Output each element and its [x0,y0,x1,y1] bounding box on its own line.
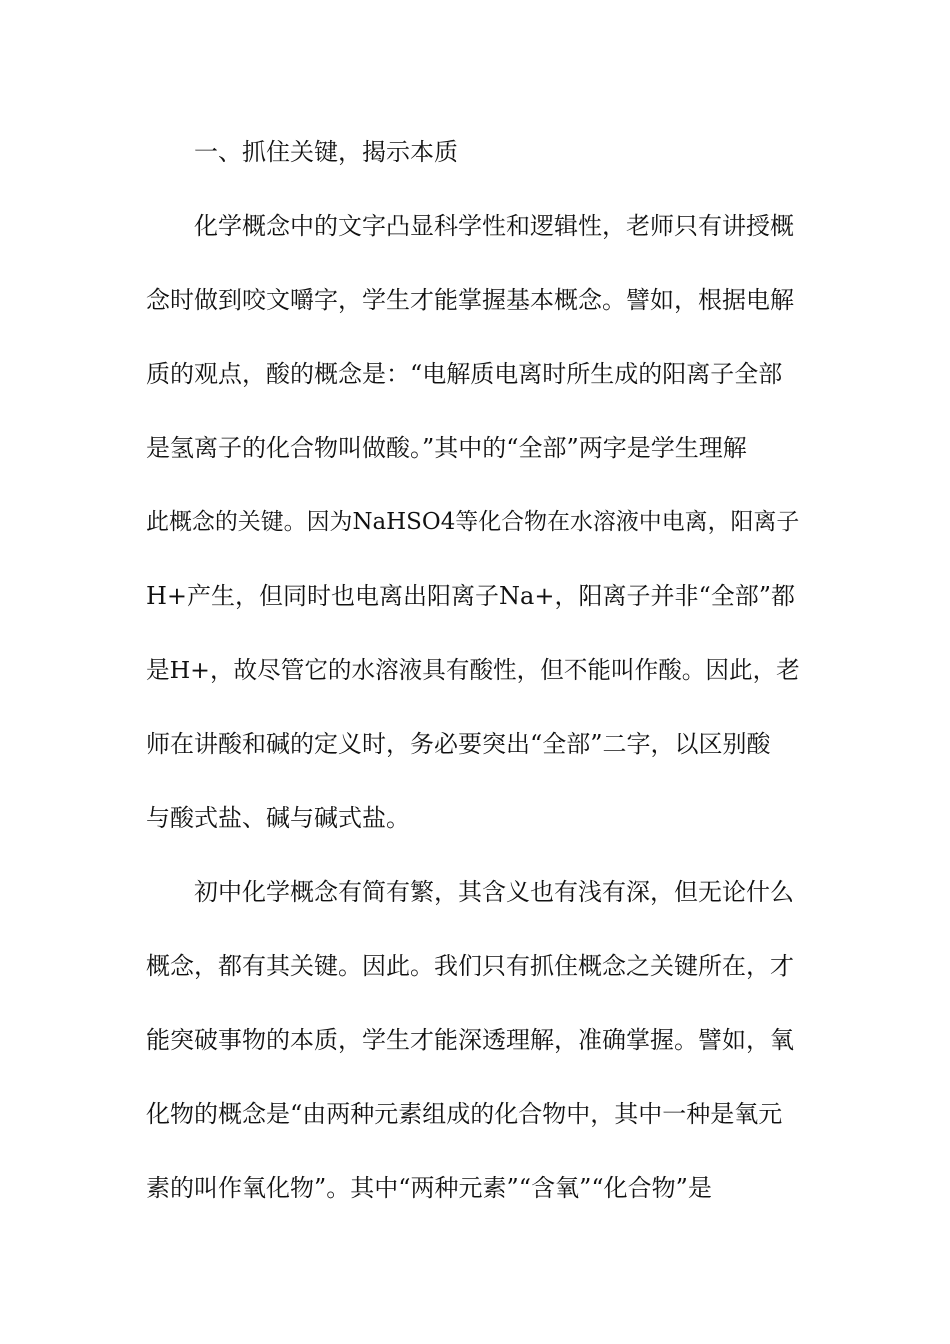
paragraph-1-line-2: 念时做到咬文嚼字，学生才能掌握基本概念。譬如，根据电解 [146,286,794,314]
paragraph-2-line-4: 化物的概念是“由两种元素组成的化合物中，其中一种是氧元 [146,1100,783,1128]
paragraph-1-line-3: 质的观点，酸的概念是：“电解质电离时所生成的阳离子全部 [146,360,783,388]
paragraph-1-line-4: 是氢离子的化合物叫做酸。”其中的“全部”两字是学生理解 [146,434,747,462]
paragraph-1-line-6: H+产生，但同时也电离出阳离子Na+，阳离子并非“全部”都 [146,582,795,610]
section-heading: 一、抓住关键，揭示本质 [194,138,458,166]
paragraph-1-line-1: 化学概念中的文字凸显科学性和逻辑性，老师只有讲授概 [194,212,794,240]
paragraph-2-line-3: 能突破事物的本质，学生才能深透理解，准确掌握。譬如，氧 [146,1026,794,1054]
paragraph-2-line-2: 概念，都有其关键。因此。我们只有抓住概念之关键所在，才 [146,952,794,980]
paragraph-1-line-5: 此概念的关键。因为NaHSO4等化合物在水溶液中电离，阳离子 [146,509,800,535]
paragraph-1-line-9: 与酸式盐、碱与碱式盐。 [146,804,410,832]
paragraph-2-line-1: 初中化学概念有简有繁，其含义也有浅有深，但无论什么 [194,878,794,906]
paragraph-1-line-8: 师在讲酸和碱的定义时，务必要突出“全部”二字，以区别酸 [146,730,771,758]
paragraph-1-line-7: 是H+，故尽管它的水溶液具有酸性，但不能叫作酸。因此，老 [146,656,800,684]
paragraph-2-line-5: 素的叫作氧化物”。其中“两种元素”“含氧”“化合物”是 [146,1174,712,1202]
